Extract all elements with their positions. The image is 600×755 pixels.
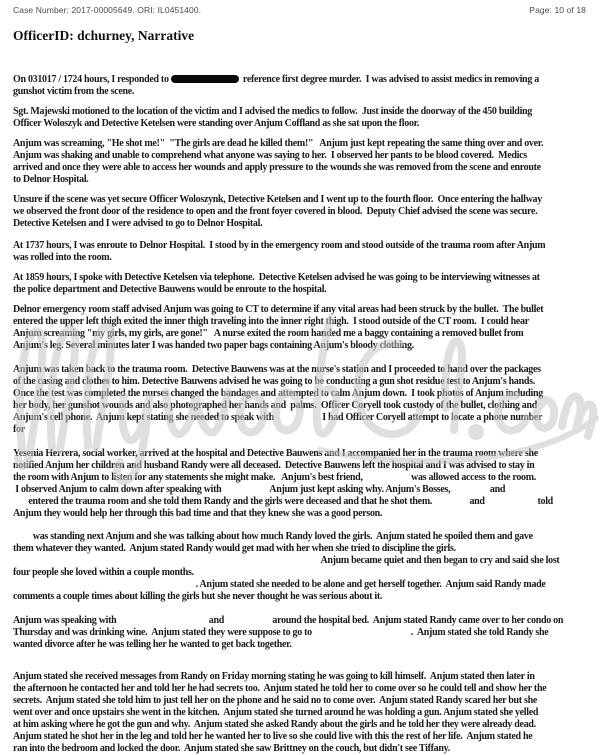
narrative-line: her body, her gunshot wounds and also photographed her hands and palms. Officer Coryell took custody of the bullet, clothing and: [13, 400, 537, 411]
narrative-line: went over and once upstairs she went in the kitchen. Anjum stated she turned around he was holding a gun. Anjum stated she yelled: [13, 707, 539, 718]
redaction-bar: [171, 75, 239, 83]
paragraph: [13, 671, 588, 755]
page-title: OfficerID: dchurney, Narrative: [13, 28, 195, 43]
narrative-line: On 031017 / 1724 hours, I responded to reference first degree murder. I was advised to assist medics in removing a: [13, 74, 539, 85]
paragraph: [13, 615, 588, 651]
narrative-line: entered the upper left thigh exited the inner thigh traveling into the inner right thigh. I stood outside of the CT room. I could hear: [13, 316, 529, 327]
narrative-line: four people she loved within a couple months.: [13, 567, 194, 578]
narrative-line: entered the trauma room and she told them Randy and the girls were deceased and that he shot them. and told: [13, 496, 553, 507]
narrative-line: Anjum stated he shot her in the leg and told her he wanted her to live so she could live with this the rest of her life. Anjum stated he: [13, 731, 533, 742]
paragraph: [13, 531, 588, 603]
narrative-line: them whatever they wanted. Anjum stated Randy would get mad with her when she tried to discipline the girls.: [13, 543, 456, 554]
narrative-line: notified Anjum her children and husband Randy were all deceased. Detective Bauwens left the hospital and I was advised to stay in: [13, 460, 535, 471]
narrative-line: comments a couple times about killing the girls but she never thought he was serious about it.: [13, 591, 383, 602]
paragraph: [13, 106, 588, 130]
narrative-line: At 1737 hours, I was enroute to Delnor Hospital. I stood by in the emergency room and stood outside of the trauma room after Anjum: [13, 240, 546, 251]
paragraph: [13, 240, 588, 264]
narrative-line: wanted divorce after he was telling her he wanted to get back together.: [13, 639, 292, 650]
narrative-line: Once the test was completed the nurses changed the bandages and attempted to calm Anjum down. I took photos of Anjum including: [13, 388, 543, 399]
paragraph: [13, 138, 588, 186]
narrative-line: Delnor emergency room staff advised Anjum was going to CT to determine if any vital areas had been struck by the bullet. The bullet: [13, 304, 544, 315]
narrative-line: we observed the front door of the residence to open and the front foyer covered in blood. Deputy Chief advised the scene was secure.: [13, 206, 538, 217]
paragraph: [13, 304, 588, 352]
narrative-line: At 1859 hours, I spoke with Detective Ketelsen via telephone. Detective Ketelsen advised he was going to be interviewing witnesses at: [13, 272, 540, 283]
narrative-line: . Anjum stated she needed to be alone and get herself together. Anjum said Randy made: [13, 579, 546, 590]
paragraph: [13, 194, 588, 230]
page-number: Page: 10 of 18: [529, 5, 586, 15]
narrative-line: Anjum's cell phone. Anjum kept stating she needed to speak with I had Officer Coryell attempt to locate a phone number: [13, 412, 543, 423]
narrative-line: ran into the bedroom and locked the door. Anjum stated she saw Brittney on the couch, but didn't see Tiffany.: [13, 743, 450, 754]
narrative-line: gunshot victim from the scene.: [13, 86, 135, 97]
paragraph: [13, 448, 588, 520]
narrative-line: Unsure if the scene was yet secure Officer Woloszynk, Detective Ketelsen and I went up to the fourth floor. Once entering the hallway: [13, 194, 542, 205]
narrative-line: Anjum was shaking and unable to comprehend what anyone was saying to her. I observed her pants to be blood covered. Medics: [13, 150, 527, 161]
narrative-line: Detective Ketelsen and I were advised to go to Delnor Hospital.: [13, 218, 263, 229]
narrative-line: at him asking where he got the gun and why. Anjum stated she asked Randy about the girls and he told her they were already dead.: [13, 719, 536, 730]
narrative-line: Sgt. Majewski motioned to the location of the victim and I advised the medics to follow. Just inside the doorway of the 450 building: [13, 106, 533, 117]
narrative-line: Anjum became quiet and then began to cry and said she lost: [13, 555, 560, 566]
narrative-line: Anjum was screaming, "He shot me!" "The girls are dead he killed them!" Anjum just kept repeating the same thing over and over.: [13, 138, 544, 149]
paragraph: [13, 74, 588, 98]
narrative-line: secrets. Anjum stated she told him to just tell her on the phone and he said no to come over. Anjum stated Randy scared her but she: [13, 695, 538, 706]
narrative-line: for: [13, 424, 25, 435]
narrative-line: arrived and once they were able to access her wounds and apply pressure to the wounds she was removed from the scene and enroute: [13, 162, 541, 173]
narrative-line: Anjum screaming "my girls, my girls, are gone!" A nurse exited the room handed me a baggy containing a removed bullet from: [13, 328, 524, 339]
narrative-line: the room with Anjum to listen for any statements she might make. Anjum's best friend, was allowed access to the room.: [13, 472, 536, 483]
narrative-line: Anjum was taken back to the trauma room. Detective Bauwens was at the nurse's station and I proceeded to hand over the packages: [13, 364, 541, 375]
narrative-line: Anjum's leg. Several minutes later I was handed two paper bags containing Anjum's bloody clothing.: [13, 340, 414, 351]
narrative-line: to Delnor Hospital.: [13, 174, 89, 185]
narrative-line: Anjum stated she received messages from Randy on Friday morning stating he was going to kill himself. Anjum stated then later in: [13, 671, 535, 682]
narrative-line: of the casing and clothes to him. Detective Bauwens advised he was going to be conducting a gun shot residue test to Anjum's hands.: [13, 376, 535, 387]
narrative-line: was standing next Anjum and she was talking about how much Randy loved the girls. Anjum stated he spoiled them and gave: [13, 531, 533, 542]
narrative-line: Anjum was speaking with and around the hospital bed. Anjum stated Randy came over to her condo on: [13, 615, 564, 626]
case-number: Case Number: 2017-00005649. ORI: IL0451400.: [13, 5, 202, 15]
narrative-line: the police department and Detective Bauwens would be enroute to the hospital.: [13, 284, 327, 295]
narrative-line: I observed Anjum to calm down after speaking with Anjum just kept asking why. Anjum's Bosses, and: [13, 484, 506, 495]
narrative-line: Thursday and was drinking wine. Anjum stated they were suppose to go to . Anjum stated she told Randy she: [13, 627, 549, 638]
narrative-body: [13, 74, 588, 755]
paragraph: [13, 364, 588, 436]
narrative-line: Anjum they would help her through this bad time and that they knew she was a good person.: [13, 508, 383, 519]
narrative-line: was rolled into the room.: [13, 252, 112, 263]
narrative-line: Officer Woloszyk and Detective Ketelsen were standing over Anjum Coffland as she sat upon the floor.: [13, 118, 420, 129]
page-header: [0, 0, 600, 15]
narrative-line: the afternoon he contacted her and told her he had secrets too. Anjum stated he told her to come over so he could tell and show her the: [13, 683, 547, 694]
narrative-line: Yesenia Herrera, social worker, arrived at the hospital and Detective Bauwens and I accompanied her in the trauma room where she: [13, 448, 538, 459]
paragraph: [13, 272, 588, 296]
